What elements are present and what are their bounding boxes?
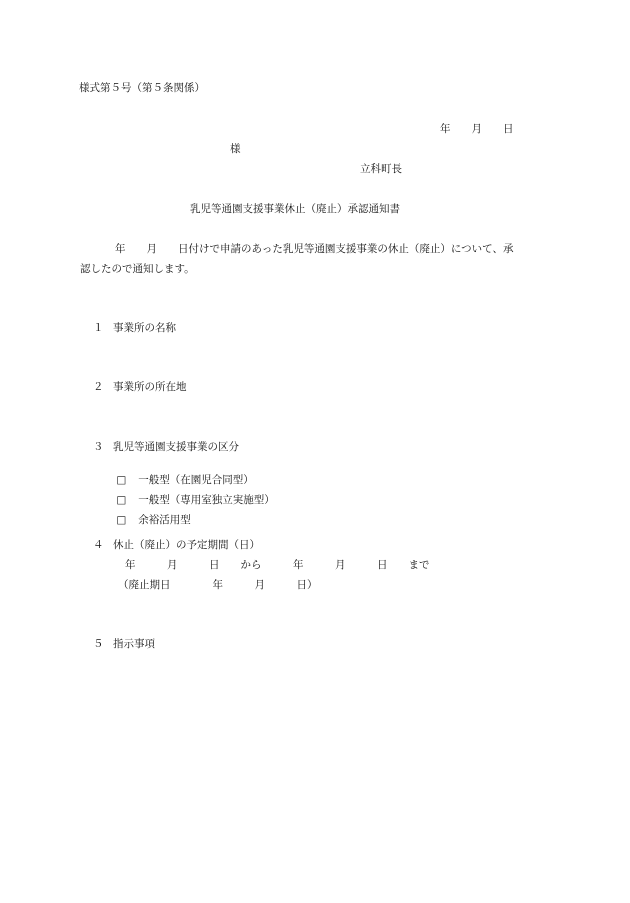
checkbox-icon[interactable]: □ (116, 514, 127, 526)
section-2-label: 事業所の所在地 (113, 381, 187, 393)
section-2-number: ２ (93, 381, 104, 393)
form-number: 様式第５号（第５条関係） (79, 82, 205, 94)
period-line: 年 月 日 から 年 月 日 まで (125, 559, 430, 571)
checkbox-icon[interactable]: □ (116, 494, 127, 506)
date-line: 年 月 日 (440, 123, 514, 135)
section-5-number: ５ (93, 638, 104, 650)
section-3-label: 乳児等通園支援事業の区分 (113, 441, 239, 453)
body-text-line-2: 認したので通知します。 (80, 263, 195, 275)
addressee-suffix: 様 (230, 143, 241, 155)
checkbox-icon[interactable]: □ (116, 474, 127, 486)
end-date-line: （廃止期日 年 月 日） (118, 579, 318, 591)
section-1-label: 事業所の名称 (113, 322, 176, 334)
section-3-number: ３ (93, 441, 104, 453)
document-title: 乳児等通園支援事業休止（廃止）承認通知書 (190, 203, 400, 215)
category-option-label: 一般型（在園児合同型） (138, 474, 254, 486)
section-5-label: 指示事項 (113, 638, 155, 650)
section-4-number: ４ (93, 539, 104, 551)
category-option (103, 499, 191, 541)
section-4-label: 休止（廃止）の予定期間（日） (113, 539, 260, 551)
category-option-label: 余裕活用型 (138, 514, 191, 526)
section-1-number: １ (93, 322, 104, 334)
body-text-line-1: 年 月 日付けで申請のあった乳児等通園支援事業の休止（廃止）について、承 (115, 243, 514, 255)
category-option-label: 一般型（専用室独立実施型） (138, 494, 275, 506)
issuer-name: 立科町長 (360, 163, 402, 175)
